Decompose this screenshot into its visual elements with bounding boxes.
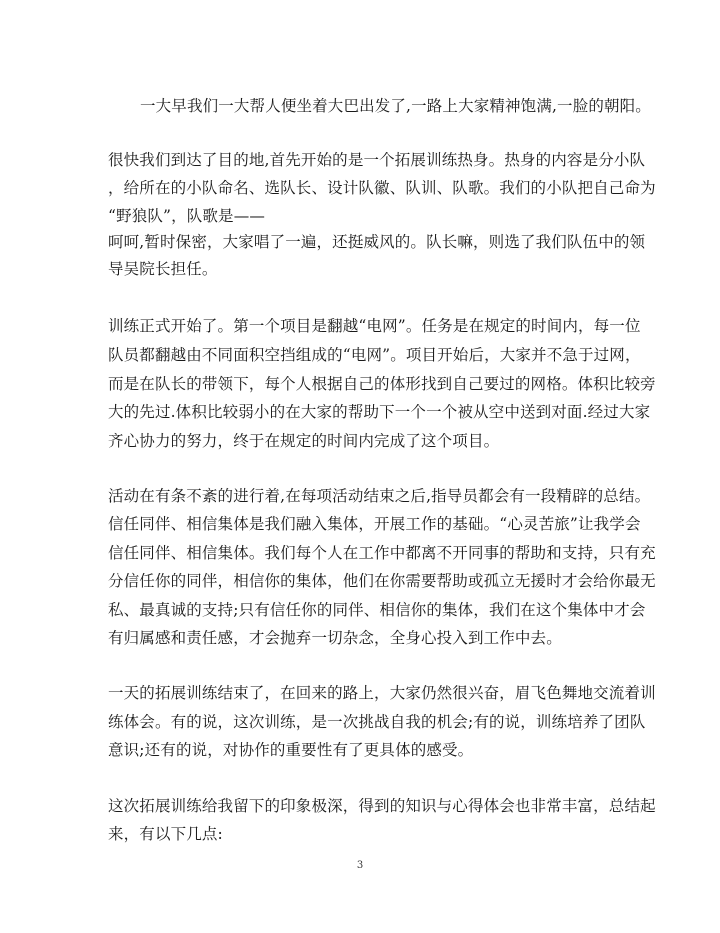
paragraph-3-line-5: 齐心协力的努力，终于在规定的时间内完成了这个项目。 — [108, 432, 500, 450]
paragraph-4-line-1: 活动在有条不紊的进行着,在每项活动结束之后,指导员都会有一段精辟的总结。 — [108, 487, 651, 505]
paragraph-4-line-5: 私、最真诚的支持;只有信任你的同伴、相信你的集体，我们在这个集体中才会 — [108, 601, 646, 619]
paragraph-2-line-2: ，给所在的小队命名、选队长、设计队徽、队训、队歌。我们的小队把自己命为 — [108, 179, 656, 197]
page-number: 3 — [356, 860, 364, 871]
paragraph-5-line-3: 意识;还有的说，对协作的重要性有了更具体的感受。 — [108, 741, 474, 759]
paragraph-2-line-4: 呵呵,暂时保密，大家唱了一遍，还挺威风的。队长嘛，则选了我们队伍中的领 — [108, 233, 646, 251]
paragraph-2-line-3: “野狼队”，队歌是—— — [108, 207, 265, 225]
paragraph-3-line-3: 而是在队长的带领下，每个人根据自己的体形找到自己要过的网格。体积比较旁 — [108, 375, 656, 393]
paragraph-5-line-2: 练体会。有的说，这次训练，是一次挑战自我的机会;有的说，训练培养了团队 — [108, 713, 646, 731]
paragraph-3-line-4: 大的先过.体积比较弱小的在大家的帮助下一个一个被从空中送到对面.经过大家 — [108, 403, 651, 421]
paragraph-6-line-2: 来，有以下几点: — [108, 825, 223, 843]
paragraph-4-line-4: 分信任你的同伴，相信你的集体，他们在你需要帮助或孤立无援时才会给你最无 — [108, 572, 656, 590]
paragraph-3-line-1: 训练正式开始了。第一个项目是翻越“电网”。任务是在规定的时间内，每一位 — [108, 317, 641, 335]
paragraph-6-line-1: 这次拓展训练给我留下的印象极深，得到的知识与心得体会也非常丰富，总结起 — [108, 797, 656, 815]
paragraph-3-line-2: 队员都翻越由不同面积空挡组成的“电网”。项目开始后，大家并不急于过网， — [108, 346, 641, 364]
paragraph-4-line-6: 有归属感和责任感，才会抛弃一切杂念，全身心投入到工作中去。 — [108, 629, 562, 647]
paragraph-2-line-5: 导吴院长担任。 — [108, 260, 218, 278]
paragraph-4-line-3: 信任同伴、相信集体。我们每个人在工作中都离不开同事的帮助和支持，只有充 — [108, 544, 656, 562]
paragraph-5-line-1: 一天的拓展训练结束了，在回来的路上，大家仍然很兴奋，眉飞色舞地交流着训 — [108, 684, 656, 702]
paragraph-2-line-1: 很快我们到达了目的地,首先开始的是一个拓展训练热身。热身的内容是分小队 — [108, 151, 646, 169]
paragraph-1-line-1: 一大早我们一大帮人便坐着大巴出发了,一路上大家精神饱满,一脸的朝阳。 — [140, 97, 651, 115]
paragraph-4-line-2: 信任同伴、相信集体是我们融入集体，开展工作的基础。“心灵苦旅”让我学会 — [108, 515, 641, 533]
